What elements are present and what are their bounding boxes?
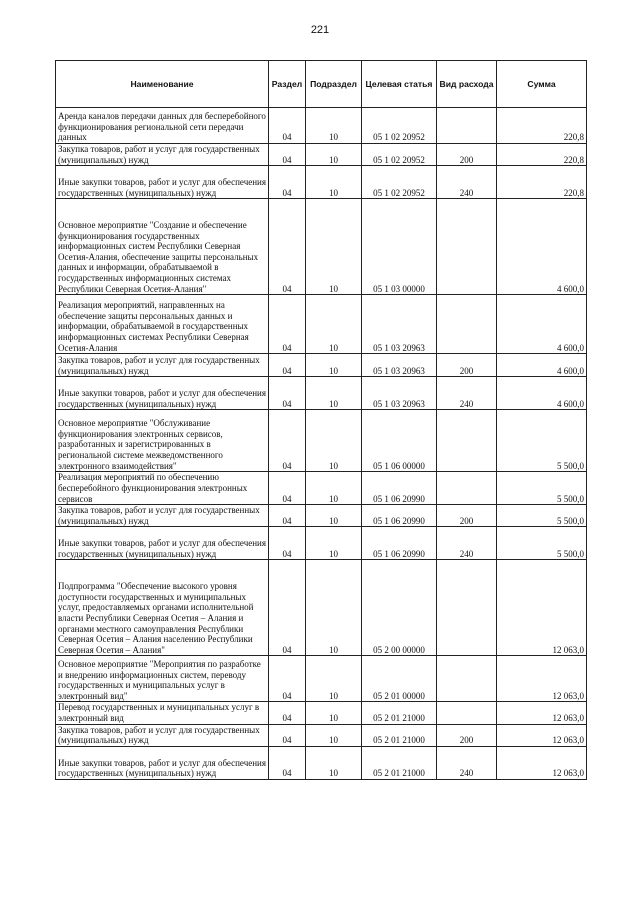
cell-razdel: 04 xyxy=(269,724,306,746)
cell-summa: 5 500,0 xyxy=(497,410,587,472)
cell-name: Реализация мероприятий по обеспечению бесперебойного функционирования электронных сервисов xyxy=(56,472,269,505)
table-row xyxy=(56,746,587,779)
cell-name: Иные закупки товаров, работ и услуг для обеспечения государственных (муниципальных) нужд xyxy=(56,746,269,779)
cell-statya: 05 1 06 20990 xyxy=(362,505,437,527)
cell-razdel: 04 xyxy=(269,746,306,779)
cell-statya: 05 1 06 20990 xyxy=(362,472,437,505)
cell-razdel: 04 xyxy=(269,560,306,656)
cell-podrazdel: 10 xyxy=(306,505,362,527)
cell-podrazdel: 10 xyxy=(306,656,362,702)
cell-vid xyxy=(437,702,497,724)
table-row xyxy=(56,377,587,410)
cell-statya: 05 2 01 21000 xyxy=(362,746,437,779)
cell-name: Основное мероприятие "Создание и обеспечение функционирования государственных информационных систем Республики Северная Осетия-Алания, обеспечение защиты персональных данных и информации, обрабатываемой в государственных информационных системах Республики Северная Осетия-Алания" xyxy=(56,199,269,295)
cell-vid xyxy=(437,472,497,505)
cell-razdel: 04 xyxy=(269,144,306,166)
cell-razdel: 04 xyxy=(269,410,306,472)
table-row xyxy=(56,108,587,144)
cell-summa: 5 500,0 xyxy=(497,505,587,527)
cell-vid: 200 xyxy=(437,724,497,746)
cell-razdel: 04 xyxy=(269,295,306,354)
cell-statya: 05 1 06 00000 xyxy=(362,410,437,472)
cell-razdel: 04 xyxy=(269,199,306,295)
cell-statya: 05 1 03 00000 xyxy=(362,199,437,295)
cell-podrazdel: 10 xyxy=(306,166,362,199)
cell-name: Реализация мероприятий, направленных на обеспечение защиты персональных данных и информации, обрабатываемой в государственных информационных системах Республики Северная Осетия-Алания xyxy=(56,295,269,354)
cell-name: Иные закупки товаров, работ и услуг для обеспечения государственных (муниципальных) нужд xyxy=(56,166,269,199)
table-row xyxy=(56,410,587,472)
cell-razdel: 04 xyxy=(269,656,306,702)
cell-statya: 05 2 01 00000 xyxy=(362,656,437,702)
table-row xyxy=(56,472,587,505)
cell-summa: 220,8 xyxy=(497,166,587,199)
cell-vid xyxy=(437,199,497,295)
cell-statya: 05 1 02 20952 xyxy=(362,144,437,166)
cell-razdel: 04 xyxy=(269,472,306,505)
cell-vid: 240 xyxy=(437,377,497,410)
header-summa: Сумма xyxy=(497,61,587,108)
page-number: 221 xyxy=(310,24,330,36)
table-row xyxy=(56,560,587,656)
table-body xyxy=(56,108,587,780)
cell-razdel: 04 xyxy=(269,166,306,199)
table-row xyxy=(56,505,587,527)
cell-name: Закупка товаров, работ и услуг для государственных (муниципальных) нужд xyxy=(56,144,269,166)
cell-summa: 12 063,0 xyxy=(497,656,587,702)
table-row xyxy=(56,295,587,354)
header-statya: Целевая статья xyxy=(362,61,437,108)
cell-razdel: 04 xyxy=(269,354,306,377)
cell-vid xyxy=(437,560,497,656)
cell-name: Закупка товаров, работ и услуг для государственных (муниципальных) нужд xyxy=(56,724,269,746)
cell-statya: 05 1 02 20952 xyxy=(362,166,437,199)
table-row xyxy=(56,702,587,724)
table-row xyxy=(56,144,587,166)
cell-summa: 4 600,0 xyxy=(497,354,587,377)
header-name: Наименование xyxy=(56,61,269,108)
cell-podrazdel: 10 xyxy=(306,560,362,656)
cell-summa: 5 500,0 xyxy=(497,472,587,505)
cell-podrazdel: 10 xyxy=(306,702,362,724)
cell-podrazdel: 10 xyxy=(306,472,362,505)
cell-summa: 4 600,0 xyxy=(497,377,587,410)
cell-vid: 200 xyxy=(437,144,497,166)
cell-podrazdel: 10 xyxy=(306,410,362,472)
cell-vid: 240 xyxy=(437,166,497,199)
cell-razdel: 04 xyxy=(269,505,306,527)
cell-statya: 05 2 00 00000 xyxy=(362,560,437,656)
cell-podrazdel: 10 xyxy=(306,108,362,144)
cell-vid xyxy=(437,108,497,144)
cell-name: Аренда каналов передачи данных для бесперебойного функционирования региональной сети передачи данных xyxy=(56,108,269,144)
cell-podrazdel: 10 xyxy=(306,199,362,295)
cell-summa: 220,8 xyxy=(497,144,587,166)
cell-statya: 05 2 01 21000 xyxy=(362,702,437,724)
header-podrazdel: Подраздел xyxy=(306,61,362,108)
cell-podrazdel: 10 xyxy=(306,144,362,166)
cell-summa: 12 063,0 xyxy=(497,560,587,656)
table-row xyxy=(56,724,587,746)
cell-name: Перевод государственных и муниципальных услуг в электронный вид xyxy=(56,702,269,724)
cell-podrazdel: 10 xyxy=(306,354,362,377)
table-row xyxy=(56,166,587,199)
cell-summa: 4 600,0 xyxy=(497,199,587,295)
cell-razdel: 04 xyxy=(269,527,306,560)
cell-name: Основное мероприятие "Мероприятия по разработке и внедрению информационных систем, переводу государственных и муниципальных услуг в электронный вид" xyxy=(56,656,269,702)
cell-name: Основное мероприятие "Обслуживание функционирования электронных сервисов, разработанных и зарегистрированных в региональной системе межведомственного электронного взаимодействия" xyxy=(56,410,269,472)
cell-name: Закупка товаров, работ и услуг для государственных (муниципальных) нужд xyxy=(56,354,269,377)
cell-summa: 12 063,0 xyxy=(497,746,587,779)
header-razdel: Раздел xyxy=(269,61,306,108)
table-row xyxy=(56,199,587,295)
cell-vid: 240 xyxy=(437,746,497,779)
cell-summa: 5 500,0 xyxy=(497,527,587,560)
cell-podrazdel: 10 xyxy=(306,527,362,560)
cell-statya: 05 1 03 20963 xyxy=(362,295,437,354)
cell-name: Закупка товаров, работ и услуг для государственных (муниципальных) нужд xyxy=(56,505,269,527)
table-row xyxy=(56,527,587,560)
cell-razdel: 04 xyxy=(269,702,306,724)
cell-statya: 05 1 06 20990 xyxy=(362,527,437,560)
header-vid: Вид расхода xyxy=(437,61,497,108)
cell-statya: 05 1 03 20963 xyxy=(362,354,437,377)
cell-vid: 200 xyxy=(437,505,497,527)
cell-razdel: 04 xyxy=(269,108,306,144)
cell-summa: 220,8 xyxy=(497,108,587,144)
cell-podrazdel: 10 xyxy=(306,746,362,779)
cell-vid xyxy=(437,410,497,472)
cell-vid xyxy=(437,656,497,702)
table-header-row xyxy=(56,61,587,108)
cell-podrazdel: 10 xyxy=(306,724,362,746)
cell-name: Иные закупки товаров, работ и услуг для обеспечения государственных (муниципальных) нужд xyxy=(56,527,269,560)
table-row xyxy=(56,354,587,377)
table-row xyxy=(56,656,587,702)
cell-summa: 12 063,0 xyxy=(497,724,587,746)
cell-statya: 05 1 02 20952 xyxy=(362,108,437,144)
cell-statya: 05 2 01 21000 xyxy=(362,724,437,746)
cell-vid: 200 xyxy=(437,354,497,377)
cell-podrazdel: 10 xyxy=(306,377,362,410)
cell-name: Подпрограмма "Обеспечение высокого уровня доступности государственных и муниципальных услуг, предоставляемых органами исполнительной власти Республики Северная Осетия – Алания и органами местного самоуправления Республики Северная Осетия – Алания населению Республики Северная Осетия – Алания" xyxy=(56,560,269,656)
cell-summa: 4 600,0 xyxy=(497,295,587,354)
cell-vid xyxy=(437,295,497,354)
cell-vid: 240 xyxy=(437,527,497,560)
budget-table xyxy=(55,60,587,780)
cell-razdel: 04 xyxy=(269,377,306,410)
cell-statya: 05 1 03 20963 xyxy=(362,377,437,410)
cell-podrazdel: 10 xyxy=(306,295,362,354)
cell-name: Иные закупки товаров, работ и услуг для обеспечения государственных (муниципальных) нужд xyxy=(56,377,269,410)
cell-summa: 12 063,0 xyxy=(497,702,587,724)
